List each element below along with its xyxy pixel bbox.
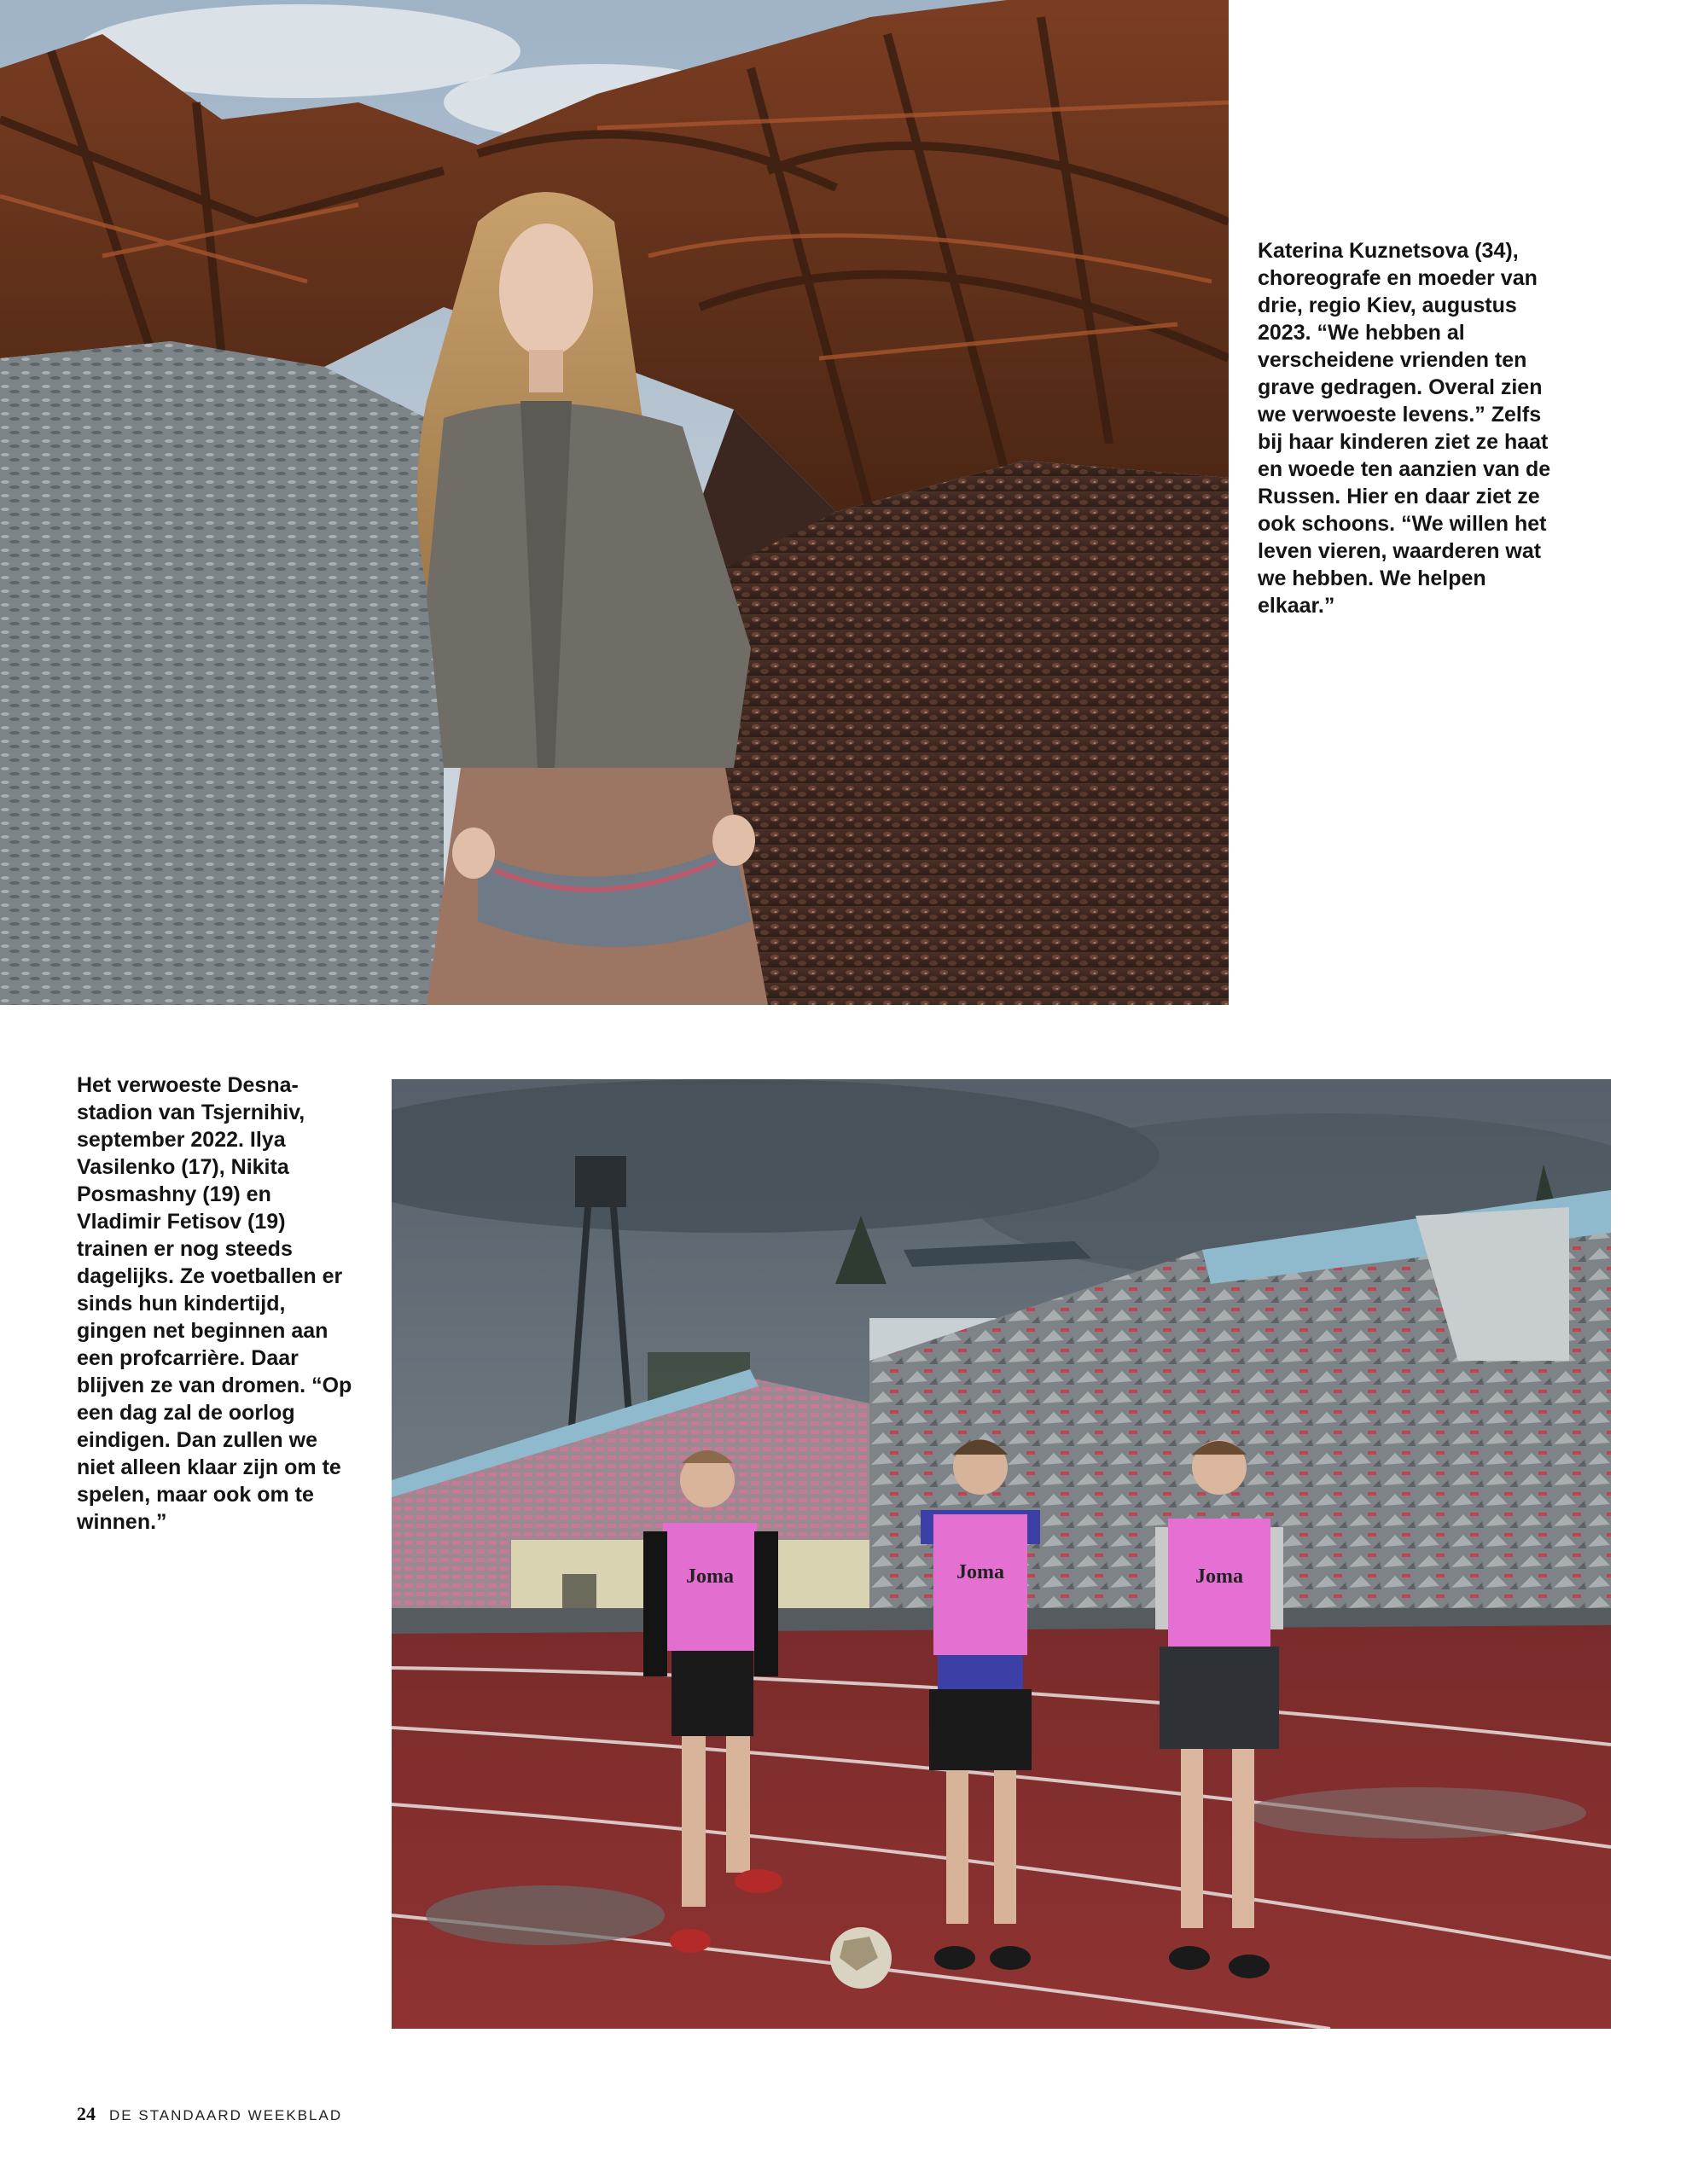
photo-footballers-in-stadium xyxy=(392,1079,1611,2029)
photo-caption-top: Katerina Kuznetsova (34), choreografe en moeder van drie, regio Kiev, augustus 2023. “We hebben al verscheidene vrienden ten grave gedragen. Overal zien we verwoeste levens.” Zelfs bij haar kinderen ziet ze haat en woede ten aanzien van de Russen. Hier en daar ziet ze ook schoons. “We willen het leven vieren, waarderen wat we hebben. We helpen elkaar.” xyxy=(1258,239,1551,618)
photo-footballers-in-stadium-image xyxy=(392,1079,1611,2029)
photo-woman-in-ruins-image xyxy=(0,0,1229,1005)
jersey-logo-middle: Joma xyxy=(956,1561,1004,1583)
photo-woman-in-ruins xyxy=(0,0,1229,1005)
jersey-logo-right: Joma xyxy=(1195,1565,1243,1588)
photo-caption-bottom: Het verwoeste Desna- stadion van Tsjernihiv, september 2022. Ilya Vasilenko (17), Nikita Posmashny (19) en Vladimir Fetisov (19) trainen er nog steeds dagelijks. Ze voetballen er sinds hun kindertijd, gingen net beginnen aan een profcarrière. Daar blijven ze van dromen. “Op een dag zal de oorlog eindigen. Dan zullen we niet alleen klaar zijn om te spelen, maar ook om te winnen.” xyxy=(77,1073,352,1534)
page-number: 24 xyxy=(77,2103,96,2124)
page-footer xyxy=(77,2103,342,2129)
jersey-logo-left: Joma xyxy=(686,1565,734,1588)
publication-name: DE STANDAARD WEEKBLAD xyxy=(109,2107,343,2123)
